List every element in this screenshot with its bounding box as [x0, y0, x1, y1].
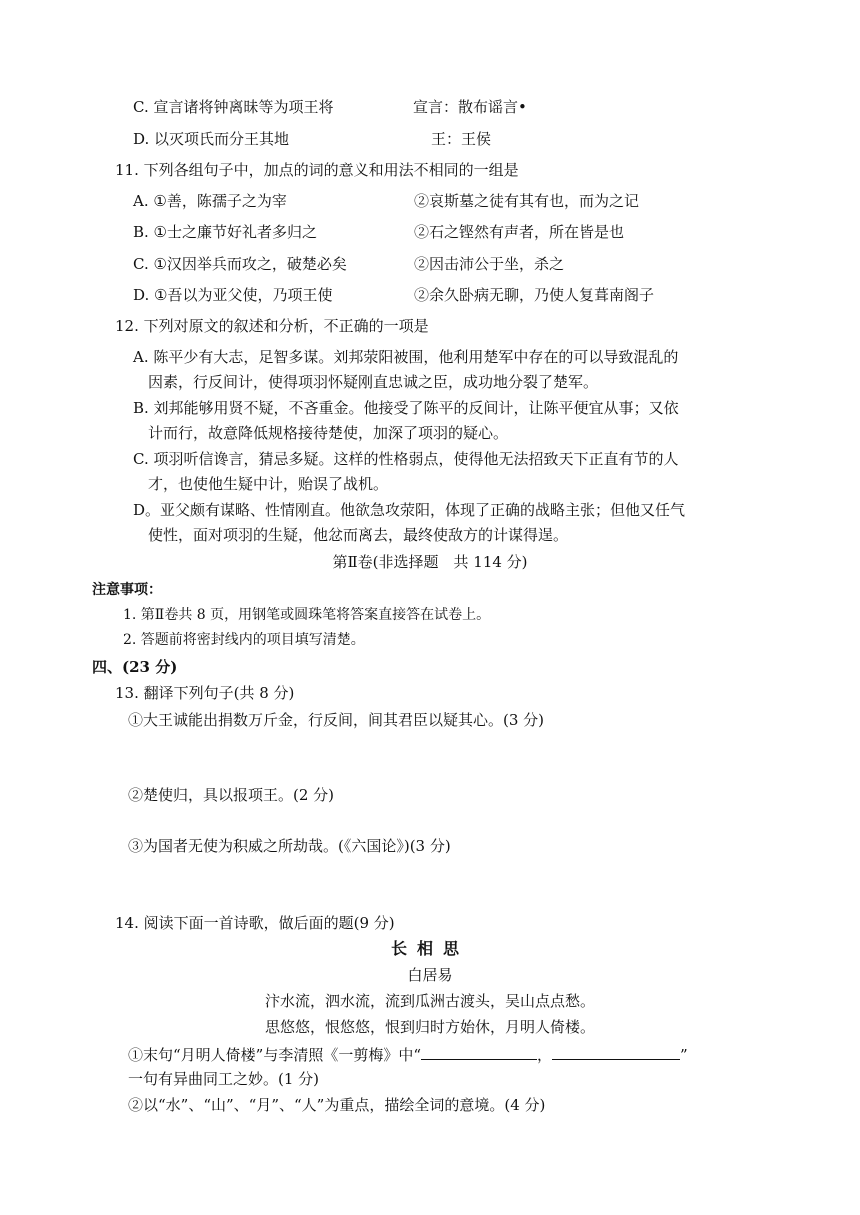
- q14-sub-1-close: ”: [680, 1046, 688, 1064]
- q14-sub-1: [128, 1043, 688, 1065]
- q12-option-c-line2: 才，也使他生疑中计，贻误了战机。: [148, 475, 389, 493]
- q14-sub-1-comma: ，: [537, 1046, 553, 1064]
- q14-sub-2: ②以“水”、“山”、“月”、“人”为重点，描绘全词的意境。(4 分): [128, 1096, 546, 1114]
- q14-sub-1-line2: 一句有异曲同工之妙。(1 分): [128, 1070, 320, 1088]
- notes-heading: 注意事项：: [92, 582, 162, 598]
- q12-option-b-line2: 计而行，故意降低规格接待楚使，加深了项羽的疑心。: [148, 424, 509, 442]
- q12-option-a-line2: 因素，行反间计，使得项羽怀疑刚直忠诚之臣，成功地分裂了楚军。: [148, 373, 599, 391]
- q11-option-d2: ②余久卧病无聊，乃使人复葺南阁子: [414, 286, 655, 304]
- poem-title: 长相思: [390, 939, 469, 958]
- q10-option-c: C. 宣言诸将钟离昧等为项王将: [133, 98, 334, 116]
- q12-option-c-line1: C. 项羽听信谗言，猜忌多疑。这样的性格弱点，使得他无法招致天下正直有节的人: [133, 450, 679, 468]
- q12-option-b-line1: B. 刘邦能够用贤不疑，不吝重金。他接受了陈平的反间计，让陈平便宜从事；又依: [133, 399, 679, 417]
- notes-item-1: 1. 第Ⅱ卷共 8 页，用钢笔或圆珠笔将答案直接答在试卷上。: [123, 607, 491, 623]
- q12-stem: 12. 下列对原文的叙述和分析，不正确的一项是: [115, 317, 429, 335]
- q11-option-b2: ②石之铿然有声者，所在皆是也: [414, 223, 625, 241]
- q14-sub-1-text: ①末句“月明人倚楼”与李清照《一剪梅》中“: [128, 1046, 422, 1064]
- q11-option-c1: C. ①汉因举兵而攻之，破楚必矣: [133, 255, 347, 273]
- q13-sentence-2: ②楚使归，具以报项王。(2 分): [128, 786, 335, 804]
- q13-sentence-3: ③为国者无使为积威之所劫哉。(《六国论》)(3 分): [128, 837, 451, 855]
- notes-item-2: 2. 答题前将密封线内的项目填写清楚。: [123, 632, 365, 648]
- q13-stem: 13. 翻译下列句子(共 8 分): [115, 684, 295, 702]
- q12-option-d-line1: D。亚父颇有谋略、性情刚直。他欲急攻荥阳，体现了正确的战略主张；但他又任气: [133, 501, 686, 519]
- q10-option-d: D. 以灭项氏而分王其地: [133, 130, 290, 148]
- q10-option-d-note: 王：王侯: [431, 130, 492, 148]
- poem-line-1: 汴水流，泗水流，流到瓜洲古渡头，吴山点点愁。: [264, 992, 595, 1010]
- part2-title: 第Ⅱ卷(非选择题 共 114 分): [332, 553, 528, 571]
- q13-sentence-1: ①大王诚能出捐数万斤金，行反间，间其君臣以疑其心。(3 分): [128, 711, 545, 729]
- q11-stem: 11. 下列各组句子中，加点的词的意义和用法不相同的一组是: [115, 161, 519, 179]
- section-4-heading: 四、(23 分): [92, 658, 178, 676]
- answer-blank-1[interactable]: [421, 1043, 537, 1060]
- poem-author: 白居易: [407, 966, 453, 984]
- answer-blank-2[interactable]: [552, 1043, 680, 1060]
- q14-stem: 14. 阅读下面一首诗歌，做后面的题(9 分): [115, 914, 395, 932]
- q10-option-c-note: 宣言：散布谣言•: [413, 98, 527, 116]
- q11-option-b1: B. ①士之廉节好礼者多归之: [133, 223, 318, 241]
- q12-option-d-line2: 使性，面对项羽的生疑，他忿而离去，最终使敌方的计谋得逞。: [148, 526, 569, 544]
- poem-line-2: 思悠悠，恨悠悠，恨到归时方始休，月明人倚楼。: [264, 1018, 595, 1036]
- q11-option-a2: ②哀斯墓之徒有其有也，而为之记: [414, 192, 640, 210]
- q12-option-a-line1: A. 陈平少有大志，足智多谋。刘邦荥阳被围，他利用楚军中存在的可以导致混乱的: [133, 348, 679, 366]
- q11-option-a1: A. ①善，陈孺子之为宰: [133, 192, 287, 210]
- q11-option-d1: D. ①吾以为亚父使，乃项王使: [133, 286, 333, 304]
- q11-option-c2: ②因击沛公于坐，杀之: [414, 255, 565, 273]
